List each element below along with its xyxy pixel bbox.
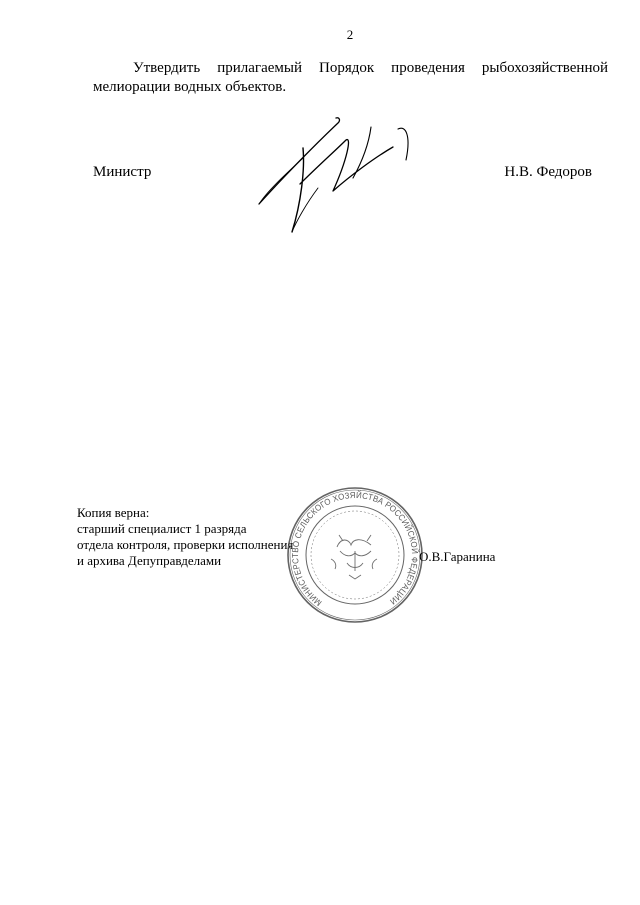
signatory-name: Н.В. Федоров — [504, 164, 592, 180]
body-text-line-1: Утвердить прилагаемый Порядок проведения рыбохозяйственной — [133, 60, 608, 76]
certification-line: старший специалист 1 разряда — [77, 521, 247, 536]
certification-line: отдела контроля, проверки исполнения — [77, 537, 294, 552]
certification-line: и архива Депуправделами — [77, 553, 222, 568]
signatory-title: Министр — [93, 164, 152, 180]
certification-block — [77, 505, 293, 569]
certification-line: Копия верна: — [77, 505, 150, 520]
seal-emblem-icon — [331, 535, 377, 579]
certifier-name: О.В.Гаранина — [419, 549, 496, 564]
seal-outer-text: МИНИСТЕРСТВО СЕЛЬСКОГО ХОЗЯЙСТВА РОССИЙСКОЙ ФЕДЕРАЦИИ — [289, 489, 421, 609]
signature — [250, 110, 420, 240]
official-seal — [285, 485, 425, 625]
page-number: 2 — [346, 27, 354, 42]
body-text-line-2: мелиорации водных объектов. — [93, 79, 287, 95]
